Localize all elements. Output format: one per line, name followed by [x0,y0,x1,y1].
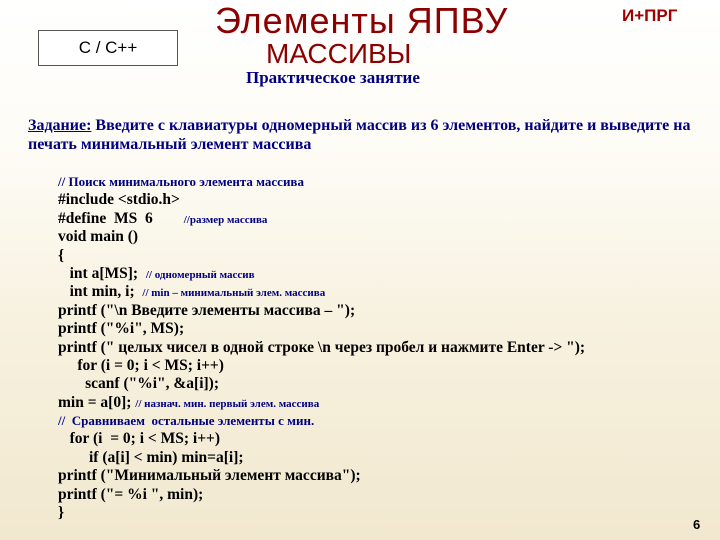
code-line: printf (" целых чисел в одной строке \n через пробел и нажмите Enter -> "); [58,338,586,356]
task-statement [28,116,698,154]
code-line: #include <stdio.h> [58,191,180,209]
code-line: printf ("%i", MS); [58,320,185,338]
code-line: printf ("\n Введите элементы массива – "); [58,301,356,319]
code-line [58,283,585,301]
code-line: scanf ("%i", &a[i]); [58,375,219,393]
task-label: Задание: [28,117,92,134]
course-label-box [38,30,178,66]
code-line [58,394,585,412]
code-text: min = a[0]; [58,393,136,411]
slide-number: 6 [693,517,701,532]
code-line: for (i = 0; i < MS; i++) [58,430,221,448]
task-text: Введите с клавиатуры одномерный массив из 6 элементов, найдите и выведите на печать минимальный элемент массива [28,117,691,153]
code-listing [58,173,585,522]
code-line: if (a[i] < min) min=a[i]; [58,448,244,466]
code-line: printf ("Минимальный элемент массива"); [58,467,361,485]
code-line [58,412,585,430]
code-comment: // min – минимальный элем. массива [142,287,326,300]
code-line: } [58,504,65,522]
code-line: void main () [58,228,139,246]
code-line: printf ("= %i ", min); [58,485,204,503]
code-comment: // одномерный массив [145,268,255,281]
code-text: int a[MS]; [58,264,146,282]
session-label: Практическое занятие [246,68,420,87]
code-text: #define MS 6 [58,209,184,227]
code-line [58,173,585,191]
corner-label: И+ПРГ [622,6,678,25]
code-comment: // Поиск минимального элемента массива [58,174,304,189]
course-label: C / C++ [78,38,138,57]
code-comment: // назнач. мин. первый элем. массива [135,397,320,410]
page-title: Элементы ЯПВУ [215,0,509,41]
page-subtitle: МАССИВЫ [266,38,412,69]
code-line [58,265,585,283]
code-line: for (i = 0; i < MS; i++) [58,356,224,374]
code-text: int min, i; [58,283,143,301]
code-comment: // Сравниваем остальные элементы с мин. [58,413,315,429]
code-comment: //размер массива [183,213,268,226]
code-line [58,210,585,228]
code-line: { [58,246,65,264]
